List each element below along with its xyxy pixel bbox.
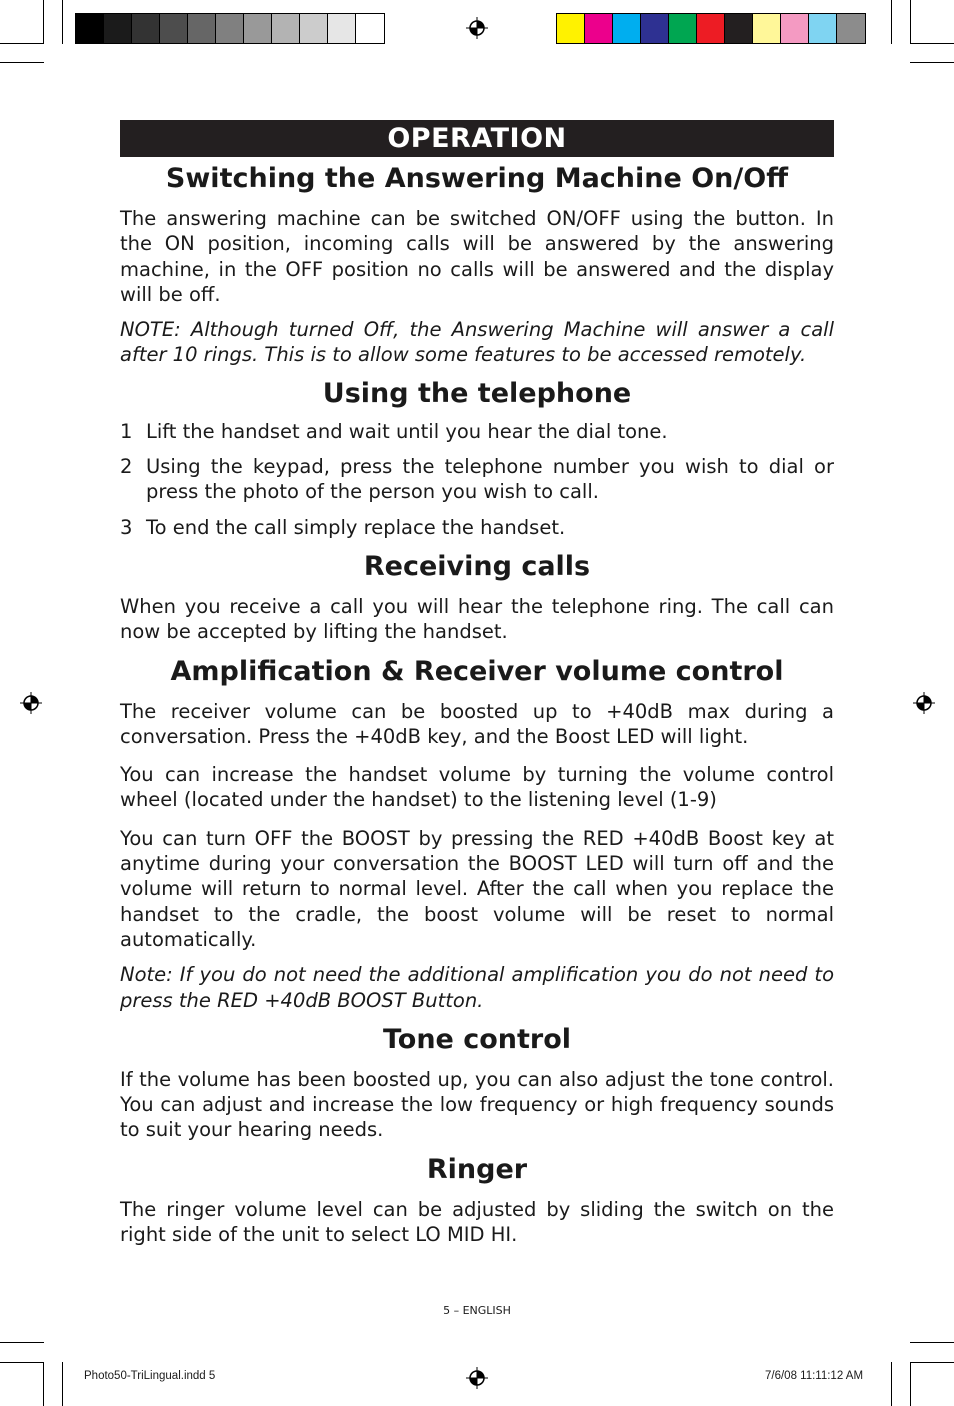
registration-target-icon	[466, 1367, 488, 1389]
color-swatch	[104, 14, 132, 43]
color-swatch	[300, 14, 328, 43]
paragraph: You can increase the handset volume by turning the volume control wheel (located under the handset) to the listening level (1-9)	[120, 763, 834, 812]
page-footer: 5 – ENGLISH	[443, 1304, 511, 1317]
crop-mark	[43, 1362, 44, 1406]
paragraph: The ringer volume level can be adjusted by sliding the switch on the right side of the unit to select LO MID HI.	[120, 1197, 834, 1247]
heading-receiving: Receiving calls	[363, 550, 591, 582]
color-swatch	[244, 14, 272, 43]
list-item	[120, 419, 834, 444]
note-paragraph: Note: If you do not need the additional amplification you do not need to press the RED +40dB BOOST Button.	[120, 963, 834, 1012]
color-swatch	[837, 14, 865, 43]
paragraph: The receiver volume can be boosted up to +40dB max during a conversation. Press the +40dB key, and the Boost LED will light.	[120, 699, 834, 748]
color-swatch	[160, 14, 188, 43]
list-item	[120, 515, 834, 540]
color-swatch	[272, 14, 300, 43]
grayscale-color-bar	[75, 13, 385, 44]
paragraph: If the volume has been boosted up, you can also adjust the tone control. You can adjust and increase the low frequency or high frequency sounds to suit your hearing needs.	[120, 1067, 834, 1142]
crop-mark	[910, 1342, 954, 1343]
color-swatch	[697, 14, 725, 43]
color-swatch	[328, 14, 356, 43]
crop-mark	[891, 1362, 892, 1406]
color-swatch	[781, 14, 809, 43]
crop-mark	[910, 0, 911, 44]
paragraph: The answering machine can be switched ON/OFF using the button. In the ON position, incoming calls will be answered by the answering machine, in the OFF position no calls will be answered and the display will be off.	[120, 207, 834, 306]
list-number: 3	[120, 515, 133, 539]
color-swatch	[809, 14, 837, 43]
color-swatch	[613, 14, 641, 43]
color-swatch	[585, 14, 613, 43]
list-text: To end the call simply replace the handset.	[146, 515, 566, 539]
list-number: 1	[120, 419, 133, 443]
color-swatch	[188, 14, 216, 43]
paragraph: When you receive a call you will hear the telephone ring. The call can now be accepted by lifting the handset.	[120, 594, 834, 644]
heading-tone: Tone control	[382, 1023, 572, 1055]
color-swatch	[753, 14, 781, 43]
crop-mark	[891, 0, 892, 44]
paragraph: You can turn OFF the BOOST by pressing the RED +40dB Boost key at anytime during your conversation the BOOST LED will turn off and the volume will return to normal level. After the call when you replace the handset to the cradle, the boost volume will be reset to normal automatically.	[120, 826, 834, 951]
color-swatch	[557, 14, 585, 43]
registration-target-icon	[913, 692, 935, 714]
crop-mark	[910, 43, 954, 44]
note-paragraph: NOTE: Although turned Off, the Answering Machine will answer a call after 10 rings. This is to allow some features to be accessed remotely.	[120, 318, 834, 367]
crop-mark	[910, 1362, 911, 1406]
heading-ringer: Ringer	[426, 1153, 528, 1185]
crop-mark	[910, 1362, 954, 1363]
color-swatch	[669, 14, 697, 43]
crop-mark	[0, 62, 44, 63]
crop-mark	[0, 43, 44, 44]
crop-mark	[43, 0, 44, 44]
section-banner: OPERATION	[120, 120, 834, 157]
heading-amplification: Amplification & Receiver volume control	[170, 655, 784, 687]
color-swatch	[76, 14, 104, 43]
heading-switching: Switching the Answering Machine On/Off	[165, 163, 789, 194]
registration-target-icon	[466, 17, 488, 39]
color-swatch	[725, 14, 753, 43]
slug-filename: Photo50-TriLingual.indd 5	[84, 1370, 216, 1382]
crop-mark	[0, 1362, 44, 1363]
crop-mark	[0, 1342, 44, 1343]
crop-mark	[62, 0, 63, 44]
color-swatch	[356, 14, 384, 43]
list-text: Lift the handset and wait until you hear the dial tone.	[146, 419, 668, 443]
page-content	[120, 120, 834, 1247]
crop-mark	[62, 1362, 63, 1406]
list-item	[120, 454, 834, 505]
color-swatch	[641, 14, 669, 43]
list-number: 2	[120, 455, 133, 479]
registration-target-icon	[20, 692, 42, 714]
color-swatch	[216, 14, 244, 43]
slug-datetime: 7/6/08 11:11:12 AM	[765, 1370, 864, 1382]
color-swatch	[132, 14, 160, 43]
list-text: Using the keypad, press the telephone number you wish to dial or press the photo of the person you wish to call.	[146, 455, 834, 504]
crop-mark	[910, 62, 954, 63]
process-color-bar	[556, 13, 866, 44]
heading-telephone: Using the telephone	[322, 377, 632, 409]
